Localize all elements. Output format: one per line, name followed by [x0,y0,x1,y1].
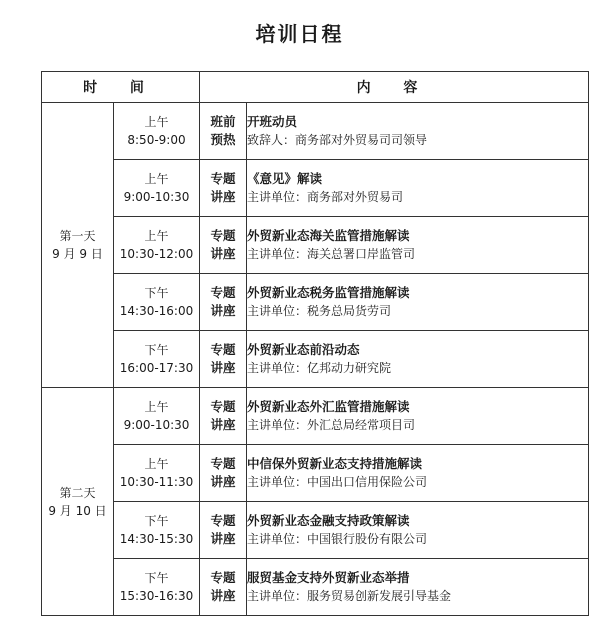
kind-cell [200,103,247,160]
session-kind: 班前 [210,114,236,129]
session-kind: 预热 [210,132,236,147]
kind-cell [200,331,247,388]
session-topic: 外贸新业态税务监管措施解读 [247,285,410,300]
kind-cell [200,274,247,331]
session-kind: 讲座 [210,417,236,432]
time-cell [114,388,200,445]
session-topic: 外贸新业态金融支持政策解读 [247,513,410,528]
session-time: 10:30-12:00 [119,247,194,261]
session-kind: 讲座 [210,474,236,489]
content-cell [247,559,589,616]
day-cell [42,388,114,616]
time-cell [114,103,200,160]
session-time: 14:30-16:00 [119,304,194,318]
session-topic: 外贸新业态海关监管措施解读 [247,228,410,243]
session-kind: 专题 [210,171,236,186]
session-topic: 外贸新业态前沿动态 [247,342,360,357]
session-kind: 专题 [210,399,236,414]
table-row [42,388,589,445]
time-cell [114,559,200,616]
day-cell [42,103,114,388]
time-cell [114,160,200,217]
table-row [42,217,589,274]
content-cell [247,274,589,331]
header-content: 内 容 [200,72,589,103]
session-kind: 专题 [210,456,236,471]
session-detail: 主讲单位：中国出口信用保险公司 [247,475,428,489]
session-kind: 专题 [210,228,236,243]
session-detail: 主讲单位：商务部对外贸易司 [247,190,404,204]
session-detail: 主讲单位：服务贸易创新发展引导基金 [247,589,452,603]
time-cell [114,445,200,502]
session-time: 14:30-15:30 [119,532,194,546]
content-cell [247,331,589,388]
day-date: 9 月 10 日 [48,503,107,518]
session-detail: 主讲单位：税务总局货劳司 [247,304,392,318]
session-kind: 讲座 [210,189,236,204]
session-topic: 服贸基金支持外贸新业态举措 [247,570,410,585]
session-detail: 主讲单位：亿邦动力研究院 [247,361,392,375]
session-time: 10:30-11:30 [119,475,194,489]
session-kind: 专题 [210,285,236,300]
kind-cell [200,445,247,502]
kind-cell [200,502,247,559]
table-row [42,274,589,331]
time-cell [114,502,200,559]
session-period: 上午 [144,229,169,243]
session-detail: 主讲单位：海关总署口岸监管司 [247,247,416,261]
session-topic: 外贸新业态外汇监管措施解读 [247,399,410,414]
session-period: 上午 [144,457,169,471]
session-time: 8:50-9:00 [127,133,186,147]
kind-cell [200,217,247,274]
table-row [42,160,589,217]
session-kind: 讲座 [210,588,236,603]
table-row [42,331,589,388]
table-header-row [42,72,589,103]
day-label: 第二天 [59,485,96,500]
session-kind: 讲座 [210,303,236,318]
table-row [42,103,589,160]
schedule-table [41,71,589,616]
session-topic: 《意见》解读 [247,171,323,186]
content-cell [247,502,589,559]
session-period: 上午 [144,172,169,186]
session-period: 下午 [144,343,169,357]
session-period: 下午 [144,571,169,585]
session-time: 9:00-10:30 [123,418,190,432]
session-topic: 中信保外贸新业态支持措施解读 [247,456,423,471]
session-period: 上午 [144,400,169,414]
content-cell [247,388,589,445]
day-label: 第一天 [59,229,96,243]
time-cell [114,331,200,388]
content-cell [247,445,589,502]
page-title: 培训日程 [255,22,344,46]
session-kind: 专题 [210,513,236,528]
kind-cell [200,388,247,445]
table-row [42,445,589,502]
session-kind: 讲座 [210,360,236,375]
session-period: 下午 [144,514,169,528]
session-period: 上午 [144,115,169,129]
session-detail: 主讲单位：外汇总局经常项目司 [247,418,416,432]
table-row [42,502,589,559]
session-kind: 专题 [210,570,236,585]
day-date: 9 月 9 日 [52,247,103,261]
kind-cell [200,559,247,616]
session-kind: 讲座 [210,246,236,261]
table-row [42,559,589,616]
content-cell [247,160,589,217]
content-cell [247,217,589,274]
session-kind: 专题 [210,342,236,357]
session-time: 16:00-17:30 [119,361,194,375]
session-detail: 致辞人：商务部对外贸易司司领导 [247,133,428,147]
session-kind: 讲座 [210,531,236,546]
session-time: 15:30-16:30 [119,589,194,603]
session-topic: 开班动员 [247,114,298,129]
kind-cell [200,160,247,217]
header-time: 时 间 [42,72,200,103]
session-detail: 主讲单位：中国银行股份有限公司 [247,532,428,546]
time-cell [114,217,200,274]
time-cell [114,274,200,331]
content-cell [247,103,589,160]
session-time: 9:00-10:30 [123,190,190,204]
session-period: 下午 [144,286,169,300]
